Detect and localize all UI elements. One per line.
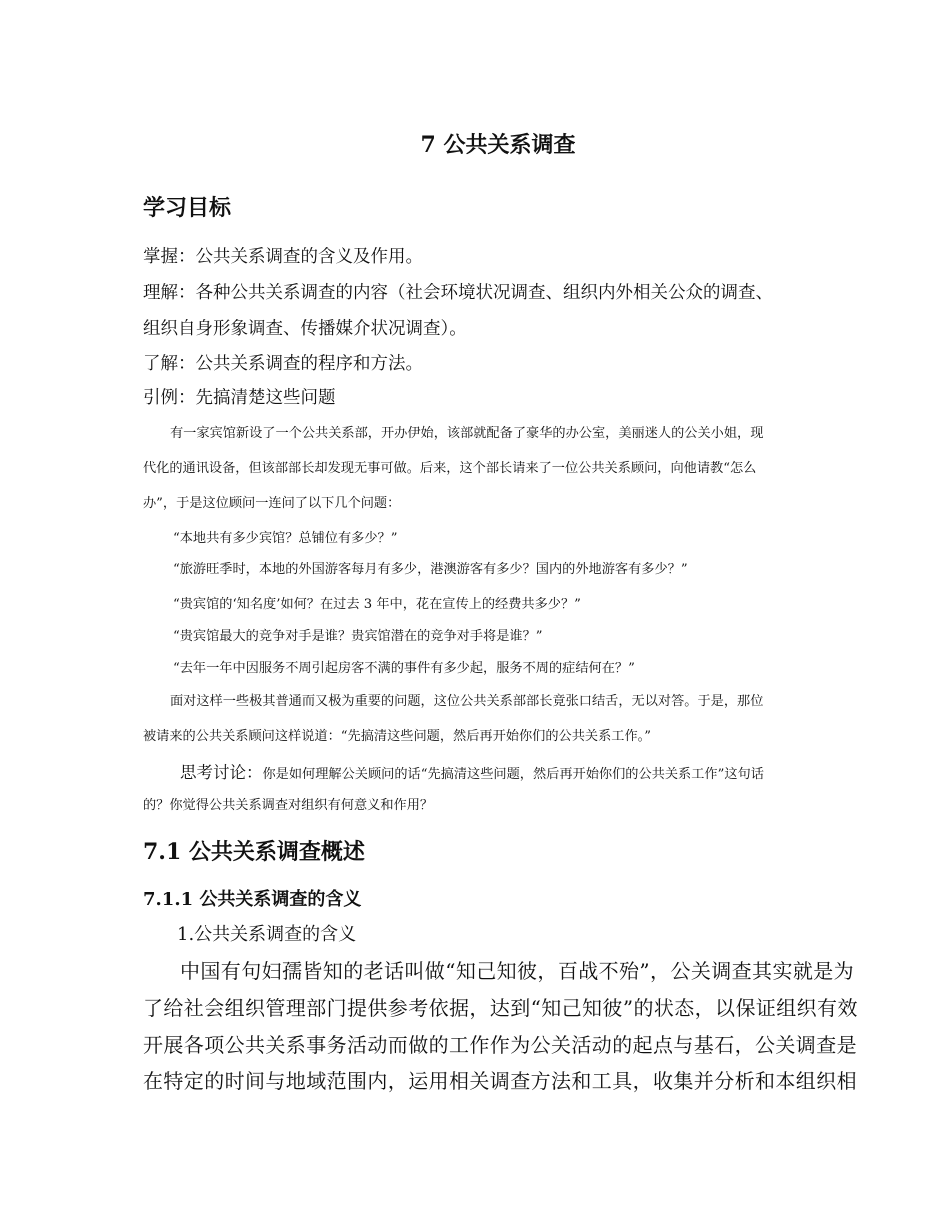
case-question: “旅游旺季时，本地的外国游客每月有多少，港澳游客有多少？国内的外地游客有多少？” (173, 562, 688, 577)
para-line3: 开展各项公共关系事务活动而做的工作作为公关活动的起点与基石，公关调查是 (143, 1033, 857, 1057)
case-intro-line2: 代化的通讯设备，但该部部长却发现无事可做。后来，这个部长请来了一位公共关系顾问，向他请教“怎么 (143, 461, 757, 476)
case-outro-line1: 面对这样一些极其普通而又极为重要的问题，这位公共关系部部长竟张口结舌，无以对答。于是，那位 (170, 694, 764, 709)
objective-master: 掌握：公共关系调查的含义及作用。 (143, 247, 423, 267)
objectives-heading: 学习目标 (143, 195, 232, 221)
objective-understand-line1: 理解：各种公共关系调查的内容（社会环境状况调查、组织内外相关公众的调查、 (143, 283, 773, 303)
para-line1: 中国有句妇孺皆知的老话叫做“知己知彼，百战不殆”，公关调查其实就是为 (180, 959, 855, 983)
para-line4: 在特定的时间与地域范围内，运用相关调查方法和工具，收集并分析和本组织相 (143, 1069, 857, 1093)
item-1-title: 1.公共关系调查的含义 (177, 924, 357, 945)
subsection-7-1-1-title: 7.1.1 公共关系调查的含义 (143, 889, 362, 910)
think-label: 思考讨论： (180, 763, 263, 782)
section-7-1-title: 7.1 公共关系调查概述 (143, 839, 365, 865)
think-line1: 你是如何理解公关顾问的话“先搞清这些问题，然后再开始你们的公共关系工作”这句话 (262, 767, 764, 782)
case-intro-line1: 有一家宾馆新设了一个公共关系部，开办伊始，该部就配备了豪华的办公室，美丽迷人的公关小姐，现 (170, 426, 764, 441)
case-question: “本地共有多少宾馆？总铺位有多少？” (173, 531, 398, 546)
para-line2: 了给社会组织管理部门提供参考依据，达到“知己知彼”的状态，以保证组织有效 (143, 996, 858, 1020)
case-question: “去年一年中因服务不周引起房客不满的事件有多少起，服务不周的症结何在？” (173, 661, 635, 676)
think-discussion (180, 759, 764, 783)
chapter-title: 7 公共关系调查 (420, 132, 576, 158)
example-title: 引例：先搞清楚这些问题 (143, 388, 336, 408)
case-question: “贵宾馆的‘知名度’如何？在过去 3 年中，花在宣传上的经费共多少？” (173, 597, 581, 612)
case-intro-line3: 办”，于是这位顾问一连问了以下几个问题： (143, 496, 401, 511)
think-line2: 的？你觉得公共关系调查对组织有何意义和作用？ (143, 798, 434, 813)
objective-understand-line2: 组织自身形象调查、传播媒介状况调查）。 (143, 319, 467, 339)
objective-know: 了解：公共关系调查的程序和方法。 (143, 354, 423, 374)
case-outro-line2: 被请来的公共关系顾问这样说道：“先搞清这些问题，然后再开始你们的公共关系工作。” (143, 729, 652, 744)
case-question: “贵宾馆最大的竞争对手是谁？贵宾馆潜在的竞争对手将是谁？” (173, 629, 543, 644)
